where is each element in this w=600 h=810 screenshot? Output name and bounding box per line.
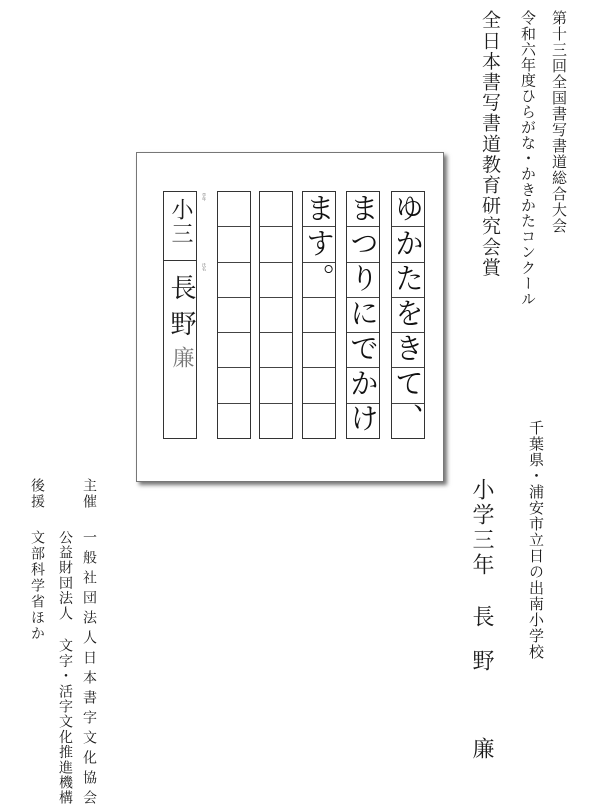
- host-organization-1: 一般社団法人日本書字文化協会: [81, 530, 97, 810]
- support-label: 後援: [29, 478, 45, 510]
- name-small-label: 氏名: [202, 263, 207, 271]
- student-name: 長野 廉: [469, 605, 494, 781]
- artwork-given-name: 廉: [169, 346, 194, 378]
- empty-column: [259, 191, 293, 439]
- host-label: 主催: [81, 478, 97, 510]
- support-organization: 文部科学省ほか: [29, 530, 45, 642]
- contest-title: 第十三回全国書写書道総合大会: [550, 10, 568, 234]
- artwork-line-3: ます。: [302, 193, 336, 298]
- award-name: 全日本書写書道教育研究会賞: [479, 10, 501, 278]
- contest-subtitle: 令和六年度ひらがな・かきかたコンクール: [519, 10, 537, 307]
- calligraphy-artwork: [136, 152, 444, 482]
- artwork-line-1: ゆかたをきて、: [391, 193, 425, 438]
- empty-column: [217, 191, 251, 439]
- artwork-line-2: まつりにでかけ: [346, 193, 380, 438]
- grade-small-label: 学年: [202, 193, 207, 201]
- artwork-family-name: 長野: [166, 274, 196, 346]
- school-name: 千葉県・浦安市立日の出南小学校: [527, 420, 545, 660]
- artwork-student-name: [166, 274, 196, 378]
- artwork-name-column: [163, 191, 197, 439]
- host-organization-2: 公益財団法人 文字・活字文化推進機構: [57, 530, 73, 806]
- student-grade: 小学三年: [469, 478, 494, 578]
- artwork-grade: 小三: [168, 198, 193, 246]
